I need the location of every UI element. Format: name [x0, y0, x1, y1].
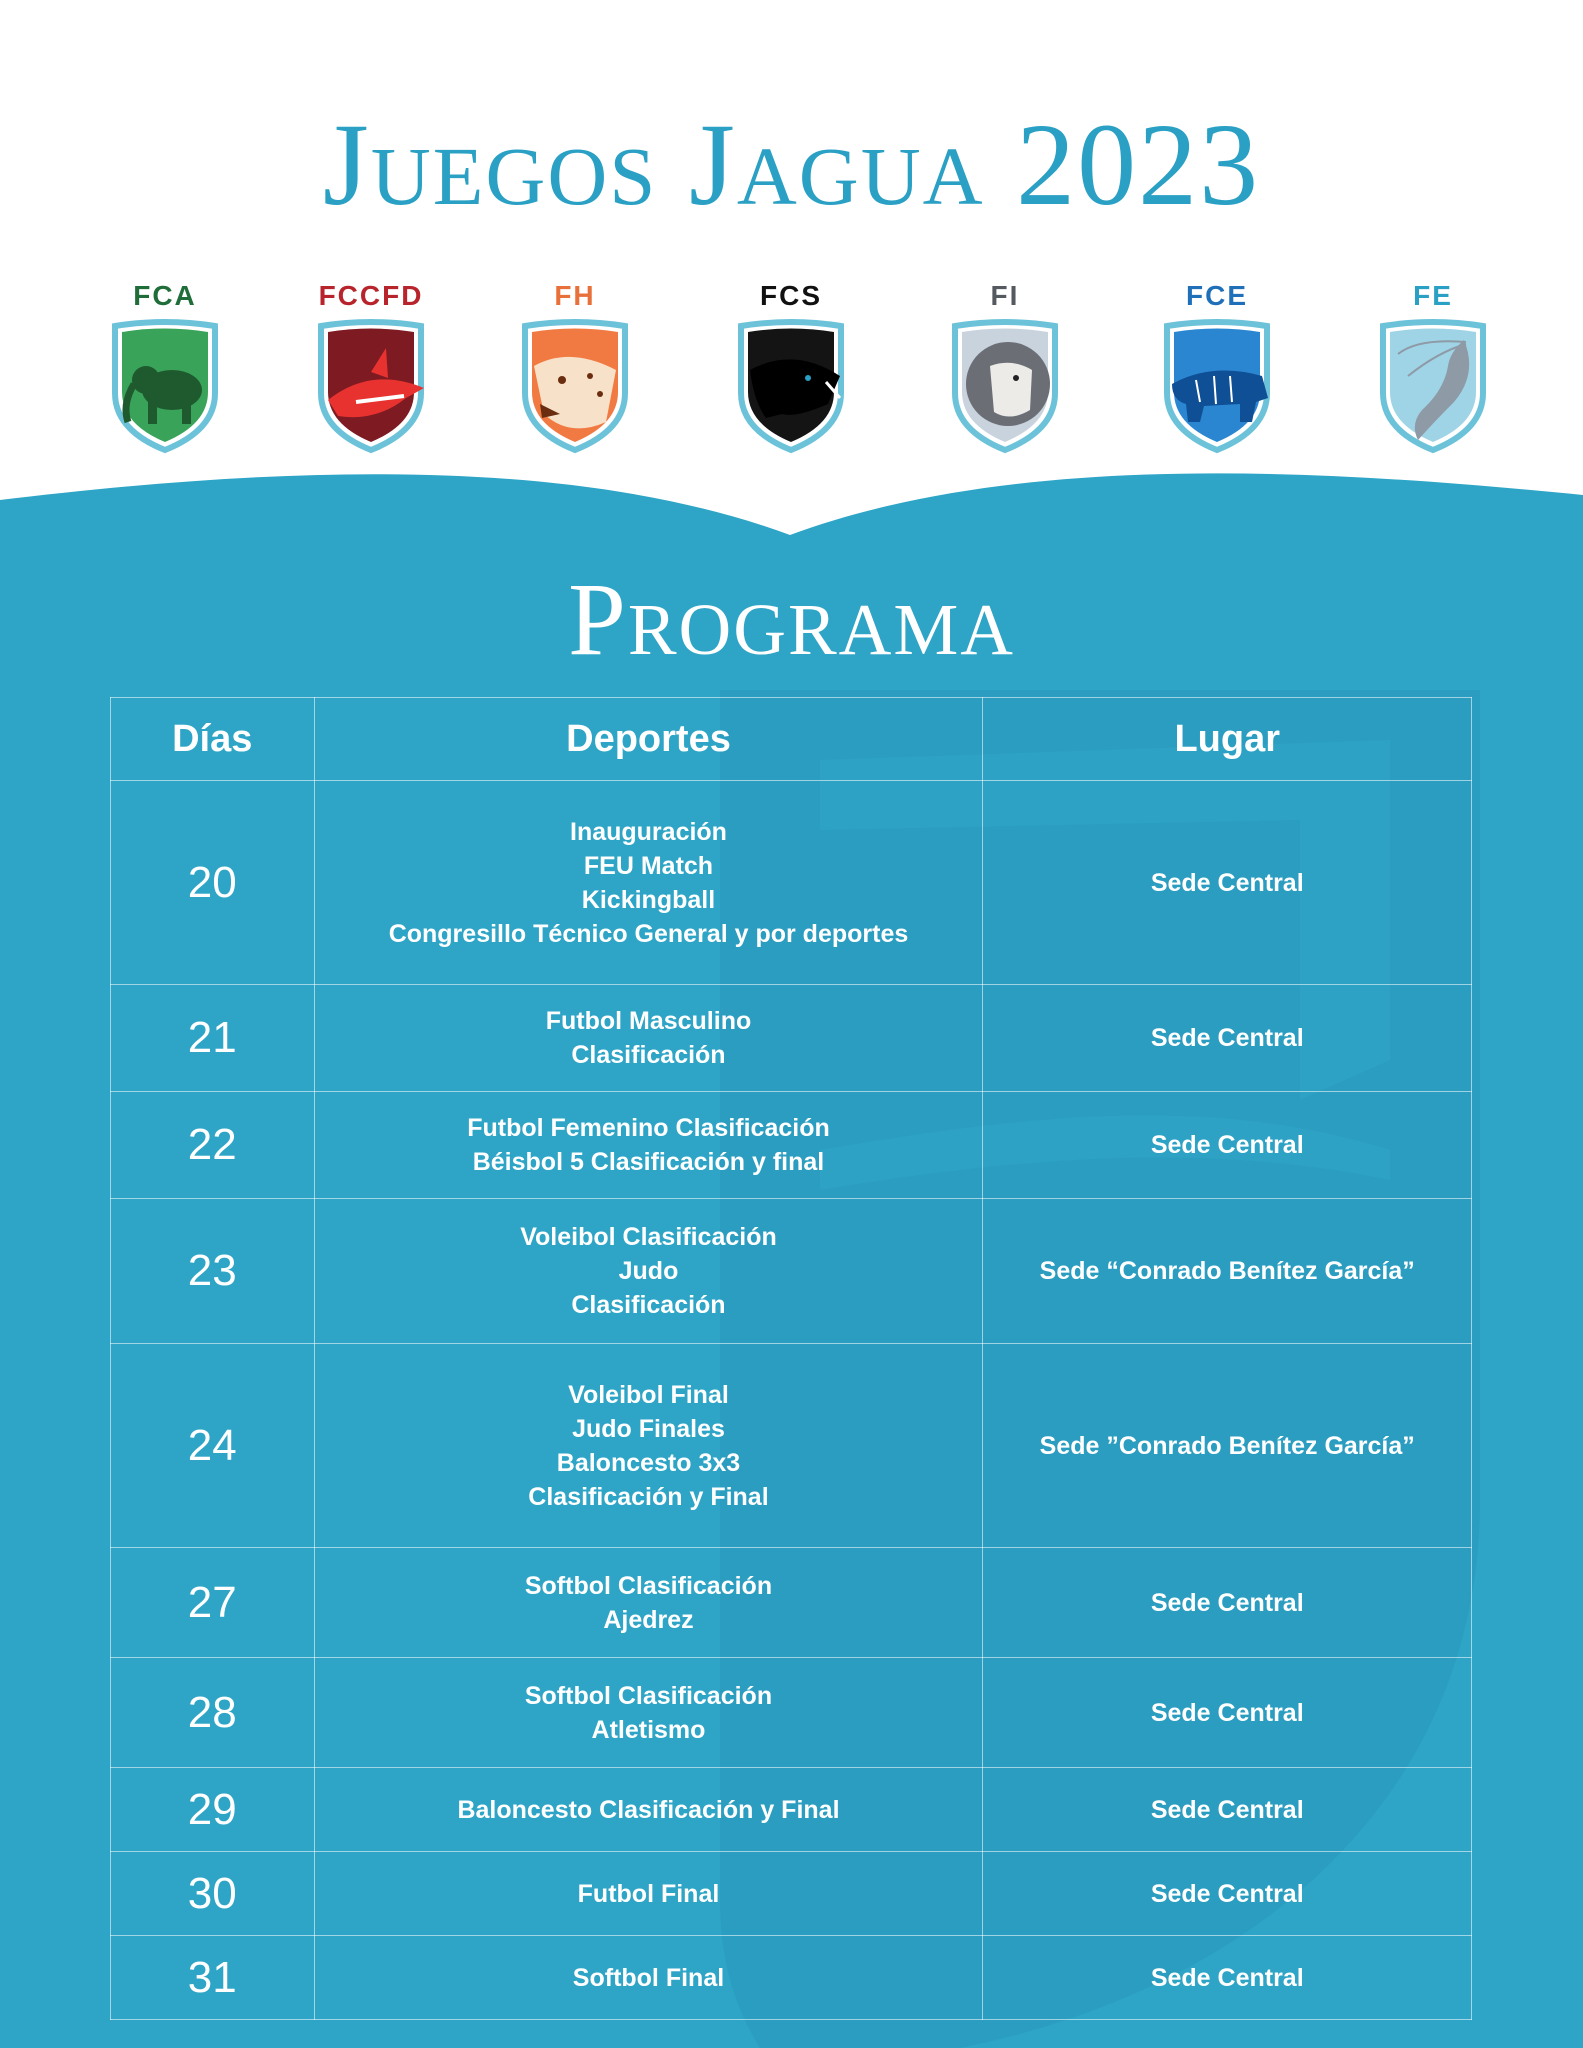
venue-cell: Sede Central [983, 985, 1472, 1092]
venue-cell: Sede Central [983, 1092, 1472, 1199]
table-row [111, 1936, 1472, 2020]
sports-cell [314, 1768, 983, 1852]
elephant-icon [110, 318, 220, 454]
sport-item: Softbol Final [572, 1963, 725, 1992]
day-cell: 27 [111, 1548, 315, 1658]
days-header: Días [111, 698, 315, 781]
day-cell: 31 [111, 1936, 315, 2020]
jaguar-icon [520, 318, 630, 454]
sports-cell [314, 1852, 983, 1936]
venue-cell: Sede Central [983, 1936, 1472, 2020]
table-row [111, 1092, 1472, 1199]
day-cell: 23 [111, 1199, 315, 1344]
faculty-crests [0, 280, 1583, 460]
sport-item: Judo [618, 1257, 679, 1285]
day-cell: 28 [111, 1658, 315, 1768]
sport-item: Voleibol Final [568, 1380, 729, 1409]
crest-code: FCCFD [318, 280, 424, 311]
table-header-row [111, 698, 1472, 781]
day-cell: 22 [111, 1092, 315, 1199]
crest-fh [510, 280, 640, 460]
schedule-body [111, 781, 1472, 2020]
venue-cell: Sede Central [983, 1658, 1472, 1768]
table-row [111, 1852, 1472, 1936]
tiger-icon [1162, 318, 1272, 454]
sports-cell [314, 1199, 983, 1344]
table-row [111, 781, 1472, 985]
shark-icon [316, 318, 426, 454]
crest-code: FCS [760, 280, 822, 311]
sports-cell [314, 1344, 983, 1548]
sport-item: Inauguración [570, 817, 727, 846]
crest-code: FE [1413, 280, 1453, 311]
day-cell: 21 [111, 985, 315, 1092]
table-row [111, 1768, 1472, 1852]
crest-fccfd [306, 280, 436, 460]
sport-item: Futbol Femenino Clasificación [467, 1114, 830, 1142]
sports-cell [314, 1658, 983, 1768]
crest-fce [1152, 280, 1282, 460]
sport-item: Clasificación [571, 1291, 726, 1319]
crest-fcs [726, 280, 856, 460]
sport-item: Congresillo Técnico General y por deportes [388, 919, 909, 948]
page-title: Juegos Jagua 2023 [322, 99, 1261, 230]
day-cell: 29 [111, 1768, 315, 1852]
sport-item: Kickingball [581, 885, 716, 914]
venue-header: Lugar [983, 698, 1472, 781]
schedule-table [110, 697, 1472, 2020]
venue-cell: Sede Central [983, 1852, 1472, 1936]
table-row [111, 1199, 1472, 1344]
venue-cell: Sede Central [983, 781, 1472, 985]
day-cell: 30 [111, 1852, 315, 1936]
lion-icon [950, 318, 1060, 454]
sport-item: Baloncesto 3x3 [556, 1448, 741, 1477]
panther-icon [736, 318, 846, 454]
sports-header: Deportes [314, 698, 983, 781]
crest-code: FH [554, 280, 596, 311]
table-row [111, 985, 1472, 1092]
sports-cell [314, 1548, 983, 1658]
sports-cell [314, 1092, 983, 1199]
sports-cell [314, 781, 983, 985]
table-row [111, 1658, 1472, 1768]
sport-item: Judo Finales [572, 1414, 725, 1443]
sport-item: Clasificación [571, 1041, 726, 1069]
crest-fca [100, 280, 230, 460]
sport-item: Voleibol Clasificación [520, 1223, 777, 1251]
sport-item: Softbol Clasificación [524, 1571, 773, 1600]
crest-fi [940, 280, 1070, 460]
venue-cell: Sede Central [983, 1768, 1472, 1852]
table-row [111, 1344, 1472, 1548]
crest-code: FCA [133, 280, 197, 311]
venue-cell: Sede ”Conrado Benítez García” [983, 1344, 1472, 1548]
sport-item: Baloncesto Clasificación y Final [457, 1795, 840, 1824]
venue-cell: Sede Central [983, 1548, 1472, 1658]
sport-item: Béisbol 5 Clasificación y final [472, 1148, 825, 1176]
table-row [111, 1548, 1472, 1658]
section-title: Programa [567, 562, 1015, 677]
sport-item: Futbol Final [577, 1879, 720, 1908]
sports-cell [314, 1936, 983, 2020]
sport-item: Softbol Clasificación [524, 1681, 773, 1710]
sport-item: Ajedrez [603, 1605, 694, 1634]
crest-code: FI [990, 280, 1020, 311]
crest-code: FCE [1186, 280, 1248, 311]
sport-item: Futbol Masculino [545, 1007, 752, 1035]
sport-item: Atletismo [591, 1715, 706, 1744]
day-cell: 20 [111, 781, 315, 985]
day-cell: 24 [111, 1344, 315, 1548]
sport-item: Clasificación y Final [528, 1482, 769, 1511]
venue-cell: Sede “Conrado Benítez García” [983, 1199, 1472, 1344]
sport-item: FEU Match [583, 851, 714, 880]
crest-fe [1368, 280, 1498, 460]
shrimp-icon [1378, 318, 1488, 454]
sports-cell [314, 985, 983, 1092]
